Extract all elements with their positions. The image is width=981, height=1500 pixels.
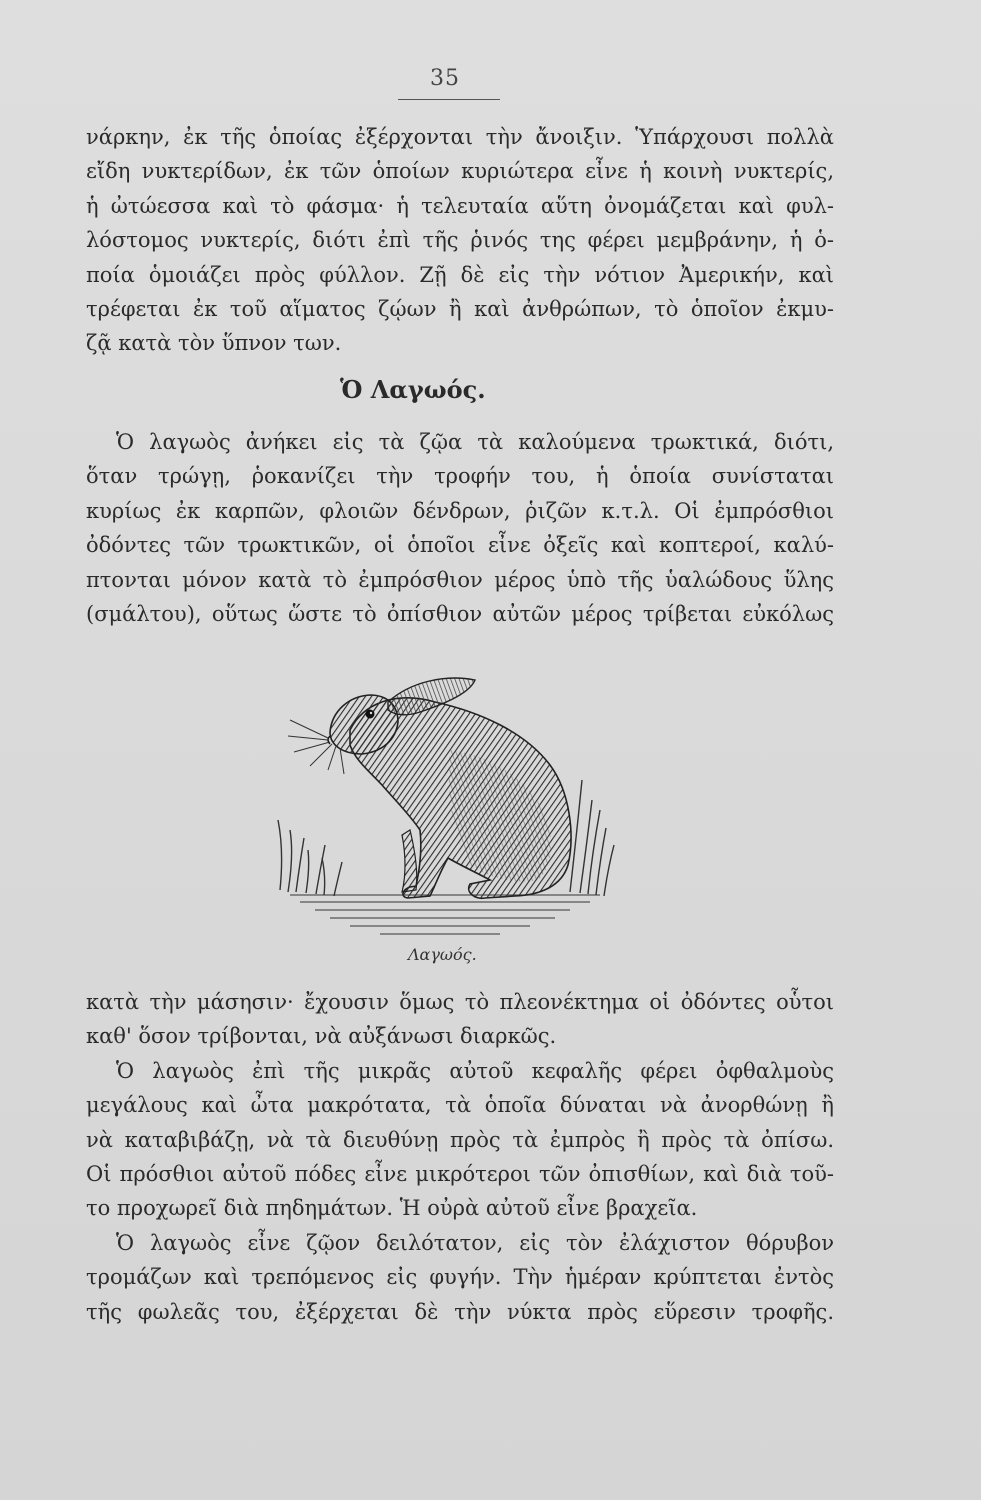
text-line: τρέφεται ἐκ τοῦ αἵματος ζῴων ἢ καὶ ἀνθρώπων, τὸ ὁποῖον ἐκμυ- bbox=[86, 297, 834, 322]
text-line: Ὁ λαγωὸς ἀνήκει εἰς τὰ ζῷα τὰ καλούμενα τρωκτικά, διότι, bbox=[116, 430, 834, 454]
text-line: λόστομος νυκτερίς, διότι ἐπὶ τῆς ῥινός της φέρει μεμβράνην, ἡ ὁ- bbox=[86, 228, 834, 253]
text-line: το προχωρεῖ διὰ πηδημάτων. Ἡ οὐρὰ αὐτοῦ εἶνε βραχεῖα. bbox=[86, 1196, 698, 1221]
paragraph-hare-intro bbox=[86, 425, 834, 631]
header-rule bbox=[398, 99, 500, 100]
text-line: τρομάζων καὶ τρεπόμενος εἰς φυγήν. Τὴν ἡμέραν κρύπτεται ἐντὸς bbox=[86, 1265, 834, 1290]
figure-caption: Λαγωός. bbox=[408, 945, 477, 964]
text-line: ἡ ὠτώεσσα καὶ τὸ φάσμα· ἡ τελευταία αὕτη ὀνομάζεται καὶ φυλ- bbox=[86, 193, 834, 218]
text-line: (σμάλτου), οὕτως ὥστε τὸ ὀπίσθιον αὐτῶν μέρος τρίβεται εὐκόλως bbox=[86, 602, 834, 627]
text-line: πτονται μόνον κατὰ τὸ ἐμπρόσθιον μέρος ὑπὸ τῆς ὑαλώδους ὕλης bbox=[86, 567, 834, 592]
text-line: μεγάλους καὶ ὦτα μακρότατα, τὰ ὁποῖα δύναται νὰ ἀνορθώνῃ ἢ bbox=[86, 1093, 834, 1118]
hare-engraving bbox=[270, 640, 620, 950]
text-line: ζᾷ κατὰ τὸν ὕπνον των. bbox=[86, 331, 342, 356]
text-line: καθ' ὅσον τρίβονται, νὰ αὐξάνωσι διαρκῶς. bbox=[86, 1024, 557, 1049]
text-line: νὰ καταβιβάζῃ, νὰ τὰ διευθύνῃ πρὸς τὰ ἐμπρὸς ἢ πρὸς τὰ ὀπίσω. bbox=[86, 1127, 834, 1152]
text-line: Ὁ λαγωὸς εἶνε ζῷον δειλότατον, εἰς τὸν ἐλάχιστον θόρυβον bbox=[116, 1230, 834, 1255]
text-line: Ὁ λαγωὸς ἐπὶ τῆς μικρᾶς αὐτοῦ κεφαλῆς φέρει ὀφθαλμοὺς bbox=[116, 1058, 834, 1083]
text-line: ὀδόντες τῶν τρωκτικῶν, οἱ ὁποῖοι εἶνε ὀξεῖς καὶ κοπτεροί, καλύ- bbox=[86, 533, 834, 558]
text-line: κατὰ τὴν μάσησιν· ἔχουσιν ὅμως τὸ πλεονέκτημα οἱ ὀδόντες οὗτοι bbox=[86, 990, 834, 1014]
text-line: ὅταν τρώγῃ, ῥοκανίζει τὴν τροφήν του, ἡ ὁποία συνίσταται bbox=[86, 464, 834, 489]
text-line: εἴδη νυκτερίδων, ἐκ τῶν ὁποίων κυριώτερα εἶνε ἡ κοινὴ νυκτερίς, bbox=[86, 159, 834, 184]
paragraph-bats bbox=[86, 120, 834, 361]
section-title: Ὁ Λαγωός. bbox=[340, 375, 486, 404]
paragraph-hare-description bbox=[86, 985, 834, 1329]
text-line: τῆς φωλεᾶς του, ἐξέρχεται δὲ τὴν νύκτα πρὸς εὕρεσιν τροφῆς. bbox=[86, 1299, 834, 1324]
text-line: νάρκην, ἐκ τῆς ὁποίας ἐξέρχονται τὴν ἄνοιξιν. Ὑπάρχουσι πολλὰ bbox=[86, 125, 834, 149]
text-line: Οἱ πρόσθιοι αὐτοῦ πόδες εἶνε μικρότεροι τῶν ὀπισθίων, καὶ διὰ τοῦ- bbox=[86, 1162, 834, 1187]
text-line: κυρίως ἐκ καρπῶν, φλοιῶν δένδρων, ῥιζῶν κ.τ.λ. Οἱ ἐμπρόσθιοι bbox=[86, 498, 834, 523]
page-number: 35 bbox=[430, 66, 460, 91]
text-line: ποία ὁμοιάζει πρὸς φύλλον. Ζῇ δὲ εἰς τὴν νότιον Ἀμερικήν, καὶ bbox=[86, 262, 834, 287]
